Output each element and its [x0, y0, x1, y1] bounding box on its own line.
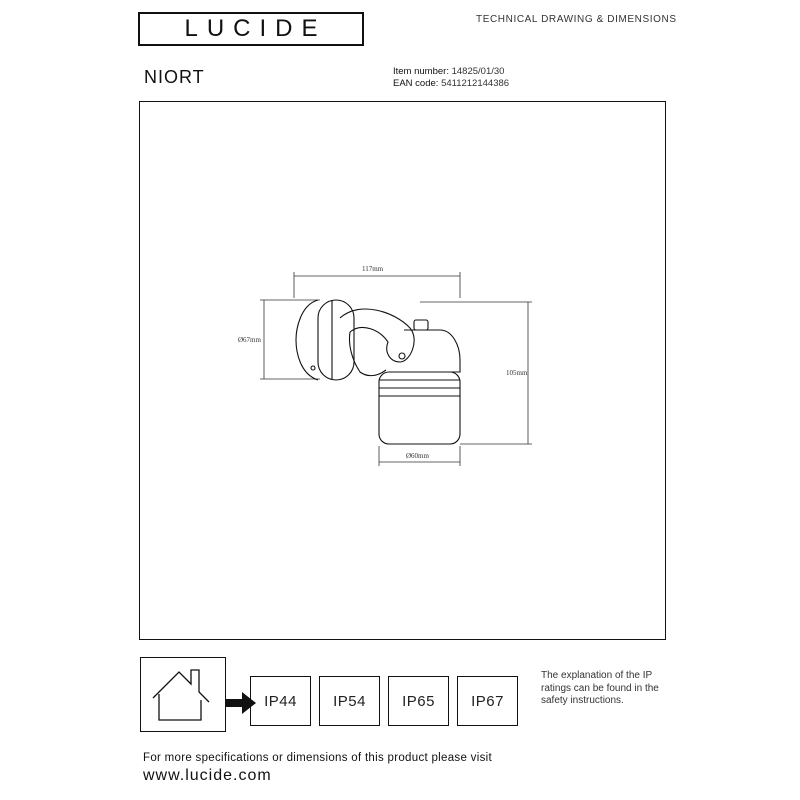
head-body	[400, 330, 460, 372]
width-dim-label: 117mm	[362, 265, 384, 273]
ean-label: EAN code:	[393, 78, 439, 89]
house-icon	[141, 658, 225, 731]
base-screw	[311, 366, 315, 370]
bracket-arm	[340, 309, 414, 362]
head-knob	[414, 320, 428, 330]
base-diameter-label: Ø67mm	[238, 336, 261, 344]
bracket-joint	[349, 332, 386, 376]
head-diameter-label: Ø60mm	[406, 452, 429, 460]
website-link[interactable]: www.lucide.com	[143, 767, 272, 784]
brand-name: LUCIDE	[184, 15, 327, 42]
product-name: NIORT	[144, 67, 205, 87]
document-type: TECHNICAL DRAWING & DIMENSIONS	[476, 14, 677, 25]
ip-explanation-note: The explanation of the IP ratings can be found in the safety instructions.	[541, 670, 659, 706]
lamp-outline	[296, 300, 460, 444]
house-icon-box	[140, 657, 226, 732]
footer-text: For more specifications or dimensions of this product please visit	[143, 752, 492, 764]
ip-rating-box: IP67	[457, 676, 518, 726]
ip-rating-box: IP54	[319, 676, 380, 726]
item-number-label: Item number:	[393, 66, 449, 77]
ean-value: 5411212144386	[441, 78, 510, 89]
pivot-screw	[399, 353, 405, 359]
lamp-cylinder	[379, 372, 460, 444]
height-dim-label: 105mm	[506, 369, 528, 377]
ip-rating-box: IP44	[250, 676, 311, 726]
item-number-value: 14825/01/30	[451, 66, 505, 77]
dimension-lines	[260, 272, 532, 466]
ip-rating-box: IP65	[388, 676, 449, 726]
